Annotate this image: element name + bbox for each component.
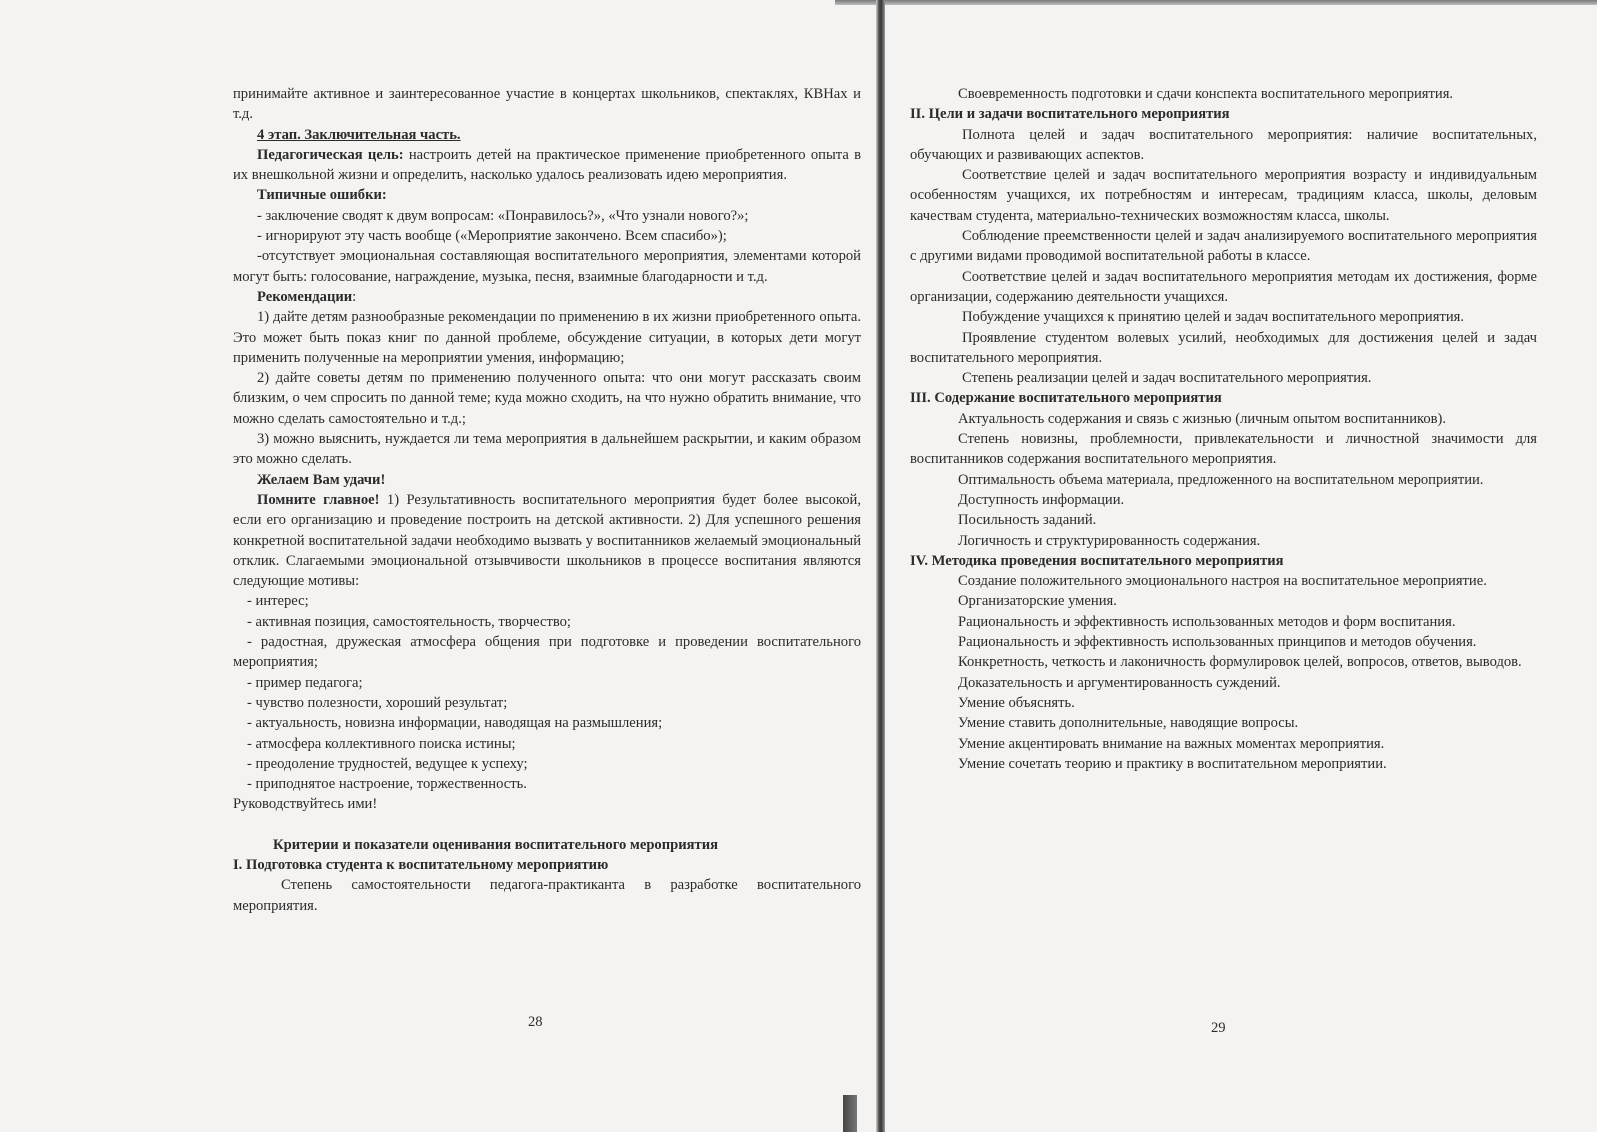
goal-text: настроить детей на практическое применение приобретенного опыта в их внешкольной жизни и определить, насколько удалось реализовать идею мероприятия. <box>233 146 861 184</box>
list-item: Умение сочетать теорию и практику в воспитательном мероприятии. <box>958 755 1387 772</box>
paragraph: Степень самостоятельности педагога-практиканта в разработке воспитательного мероприятия. <box>233 877 861 914</box>
recommendations-heading <box>233 287 861 307</box>
list-item: Доказательность и аргументированность суждений. <box>958 674 1281 691</box>
list-item: Соответствие целей и задач воспитательного мероприятия методам их достижения, форме организации, содержанию деятельности учащихся. <box>910 268 1537 305</box>
remember-text: 1) Результативность воспитательного мероприятия будет более высокой, если его организацию и проведение построить на детской активности. 2) Для успешного решения конкретной воспитательной задачи необходимо вызвать у воспитанников желаемый эмоциональный отклик. Слагаемыми эмоциональной отзывчивости школьников в процессе воспитания являются следующие мотивы: <box>233 491 862 590</box>
list-item: Соблюдение преемственности целей и задач анализируемого воспитательного мероприятия с другими видами проводимой воспитательной работы в классе. <box>910 228 1537 265</box>
scan-edge-shadow <box>835 0 1597 5</box>
paragraph: принимайте активное и заинтересованное участие в концертах школьников, спектаклях, КВНах и т.д. <box>233 86 861 123</box>
list-item: Умение ставить дополнительные, наводящие вопросы. <box>958 715 1299 732</box>
list-item: - преодоление трудностей, ведущее к успеху; <box>247 755 528 772</box>
list-item: Рациональность и эффективность использованных принципов и методов обучения. <box>958 634 1477 651</box>
goal-label: Педагогическая цель: <box>257 146 404 163</box>
recommendations-label: Рекомендации <box>257 288 353 305</box>
list-item: - атмосфера коллективного поиска истины; <box>247 735 516 752</box>
section-heading: II. Цели и задачи воспитательного мероприятия <box>910 106 1230 123</box>
left-page <box>233 84 861 916</box>
list-item: Соответствие целей и задач воспитательного мероприятия возрасту и индивидуальным особенностям учащихся, их потребностям и интересам, традициям класса, школы, деловым качествам студента, материально-технических возможностям класса, школы. <box>910 167 1537 224</box>
list-item: - игнорируют эту часть вообще («Мероприятие закончено. Всем спасибо»); <box>257 228 727 245</box>
list-item: Оптимальность объема материала, предложенного на воспитательном мероприятии. <box>958 471 1484 488</box>
colon: : <box>352 288 357 305</box>
list-item: Рациональность и эффективность использованных методов и форм воспитания. <box>958 613 1456 630</box>
list-item: Степень реализации целей и задач воспитательного мероприятия. <box>962 370 1372 387</box>
list-item: - интерес; <box>247 593 309 610</box>
list-item: -отсутствует эмоциональная составляющая воспитательного мероприятия, элементами которой могут быть: голосование, награждение, музыка, песня, взаимные благодарности и т.д. <box>233 248 861 285</box>
list-item: Умение объяснять. <box>958 694 1075 711</box>
list-item: Посильность заданий. <box>958 512 1097 529</box>
list-item: Степень новизны, проблемности, привлекательности и личностной значимости для воспитанников содержания воспитательного мероприятия. <box>910 431 1537 468</box>
page-number: 29 <box>1211 1020 1226 1036</box>
page-number: 28 <box>528 1014 543 1030</box>
list-item: 1) дайте детям разнообразные рекомендации по применению в их жизни приобретенного опыта. Это может быть показ книг по данной проблеме, обсуждение ситуации, в которых дети могут применить полученные на мероприятии умения, информацию; <box>233 309 861 366</box>
right-page <box>910 84 1537 774</box>
section-heading: III. Содержание воспитательного мероприятия <box>910 390 1222 407</box>
list-item: Логичность и структурированность содержания. <box>958 532 1261 549</box>
errors-heading: Типичные ошибки: <box>257 187 387 204</box>
list-item: - заключение сводят к двум вопросам: «Понравилось?», «Что узнали нового?»; <box>257 207 749 224</box>
list-item: - актуальность, новизна информации, наводящая на размышления; <box>247 715 663 732</box>
list-item: 2) дайте советы детям по применению полученного опыта: что они могут рассказать своим близким, о чем спросить по данной теме; куда можно сходить, на что нужно обратить внимание, что можно сделать самостоятельно и т.д.; <box>233 370 861 427</box>
list-item: Умение акцентировать внимание на важных моментах мероприятия. <box>958 735 1385 752</box>
list-item: Проявление студентом волевых усилий, необходимых для достижения целей и задач воспитательного мероприятия. <box>910 329 1537 366</box>
list-item: Создание положительного эмоционального настроя на воспитательное мероприятие. <box>958 573 1487 590</box>
remember-label: Помните главное! <box>257 491 380 508</box>
goal-paragraph <box>233 145 861 186</box>
book-gutter-bottom <box>843 1095 857 1132</box>
list-item: - активная позиция, самостоятельность, творчество; <box>247 613 571 630</box>
criteria-title: Критерии и показатели оценивания воспитательного мероприятия <box>273 836 719 853</box>
list-item: Конкретность, четкость и лаконичность формулировок целей, вопросов, ответов, выводов. <box>958 654 1522 671</box>
wish-luck: Желаем Вам удачи! <box>257 471 386 488</box>
list-item: - чувство полезности, хороший результат; <box>247 694 508 711</box>
list-item: 3) можно выяснить, нуждается ли тема мероприятия в дальнейшем раскрытии, и каким образом это можно сделать. <box>233 431 861 468</box>
section-heading: IV. Методика проведения воспитательного мероприятия <box>910 552 1284 569</box>
list-item: - радостная, дружеская атмосфера общения при подготовке и проведении воспитательного мероприятия; <box>233 634 861 671</box>
list-item: - приподнятое настроение, торжественность. <box>247 776 527 793</box>
paragraph: Своевременность подготовки и сдачи конспекта воспитательного мероприятия. <box>958 86 1454 102</box>
book-gutter <box>876 0 885 1132</box>
remember-paragraph <box>233 490 861 591</box>
stage-title: 4 этап. Заключительная часть. <box>257 126 461 143</box>
guide-text: Руководствуйтесь ими! <box>233 796 378 813</box>
list-item: Полнота целей и задач воспитательного мероприятия: наличие воспитательных, обучающих и развивающих аспектов. <box>910 126 1537 163</box>
list-item: Актуальность содержания и связь с жизнью (личным опытом воспитанников). <box>958 410 1447 427</box>
list-item: Доступность информации. <box>958 491 1125 508</box>
list-item: - пример педагога; <box>247 674 363 691</box>
section-heading: I. Подготовка студента к воспитательному мероприятию <box>233 856 609 873</box>
list-item: Побуждение учащихся к принятию целей и задач воспитательного мероприятия. <box>962 309 1465 326</box>
list-item: Организаторские умения. <box>958 593 1117 610</box>
